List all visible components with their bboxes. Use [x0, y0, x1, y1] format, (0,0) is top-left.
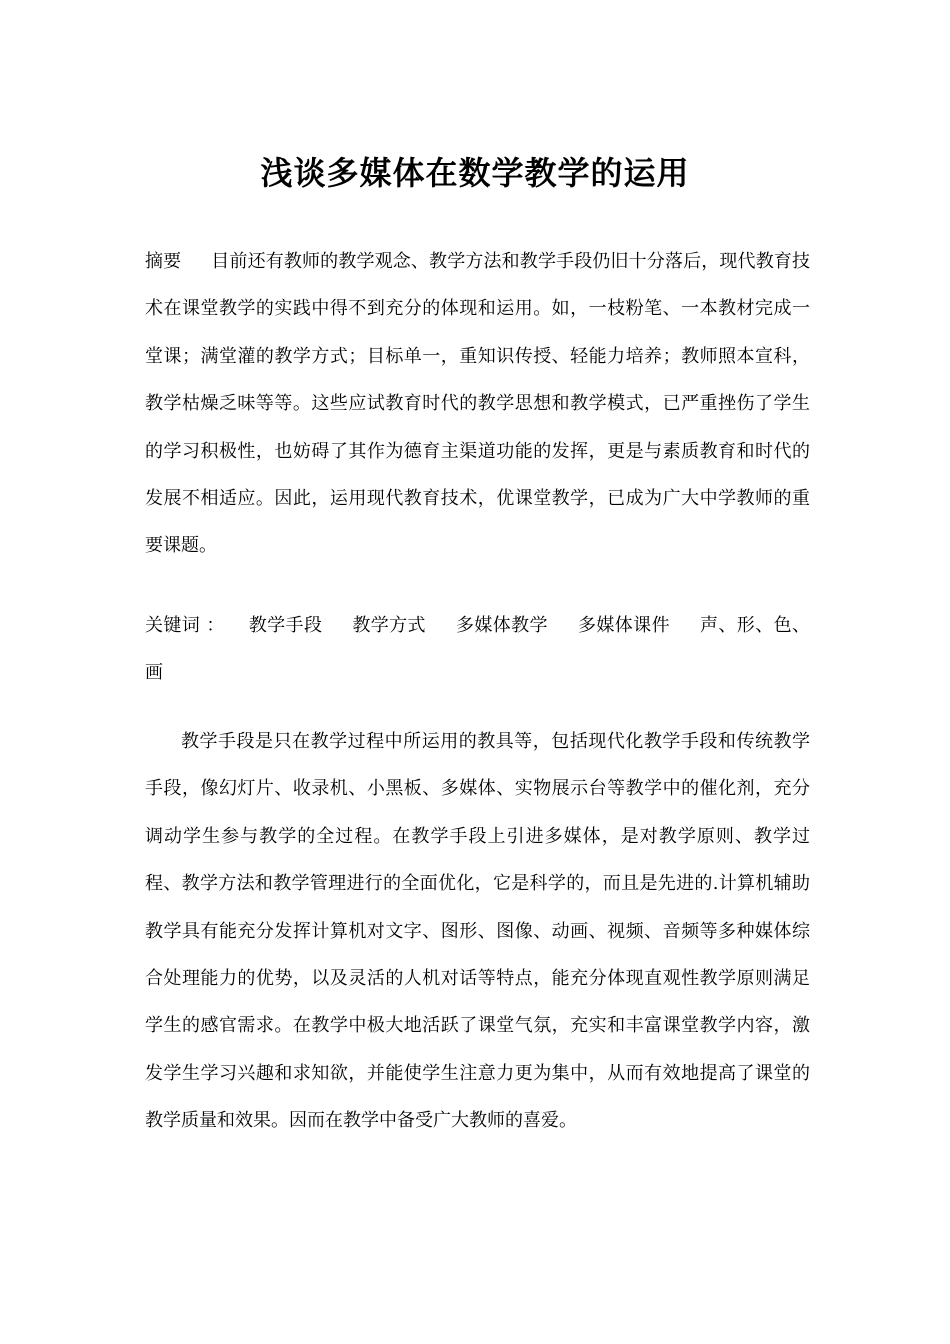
keyword-item: 声、形、色、画	[145, 615, 810, 684]
document-title: 浅谈多媒体在数学教学的运用	[260, 154, 690, 193]
body-paragraph: 教学手段是只在教学过程中所运用的教具等，包括现代化教学手段和传统教学手段，像幻灯片、收录机、小黑板、多媒体、实物展示台等教学中的催化剂，充分调动学生参与教学的全过程。在教学手段上引进多媒体，是对教学原则、教学过程、教学方法和教学管理进行的全面优化，它是科学的，而且是先进的.计算机辅助教学具有能充分发挥计算机对文字、图形、图像、动画、视频、音频等多种媒体综合处理能力的优势，以及灵活的人机对话等特点，能充分体现直观性教学原则满足学生的感官需求。在教学中极大地活跃了课堂气氛，充实和丰富课堂教学内容，激发学生学习兴趣和求知欲，并能使学生注意力更为集中，从而有效地提高了课堂的教学质量和效果。因而在教学中备受广大教师的喜爱。	[145, 731, 810, 1132]
abstract-label: 摘要	[145, 251, 182, 272]
keyword-item: 多媒体课件	[577, 615, 670, 636]
keywords-label: 关键词 ：	[145, 615, 225, 636]
abstract-text: 目前还有教师的教学观念、教学方法和教学手段仍旧十分落后，现代教育技术在课堂教学的实践中得不到充分的体现和运用。如，一枝粉笔、一本教材完成一堂课；满堂灌的教学方式；目标单一，重知识传授、轻能力培养；教师照本宣科，教学枯燥乏味等等。这些应试教育时代的教学思想和教学模式，已严重挫伤了学生的学习积极性，也妨碍了其作为德育主渠道功能的发挥，更是与素质教育和时代的发展不相适应。因此，运用现代教育技术，优课堂教学，已成为广大中学教师的重要课题。	[145, 251, 810, 557]
keywords-paragraph	[145, 602, 810, 697]
keyword-item: 教学手段	[248, 615, 323, 636]
keyword-item: 多媒体教学	[455, 615, 548, 636]
abstract-paragraph	[145, 238, 810, 570]
keyword-item: 教学方式	[352, 615, 426, 636]
